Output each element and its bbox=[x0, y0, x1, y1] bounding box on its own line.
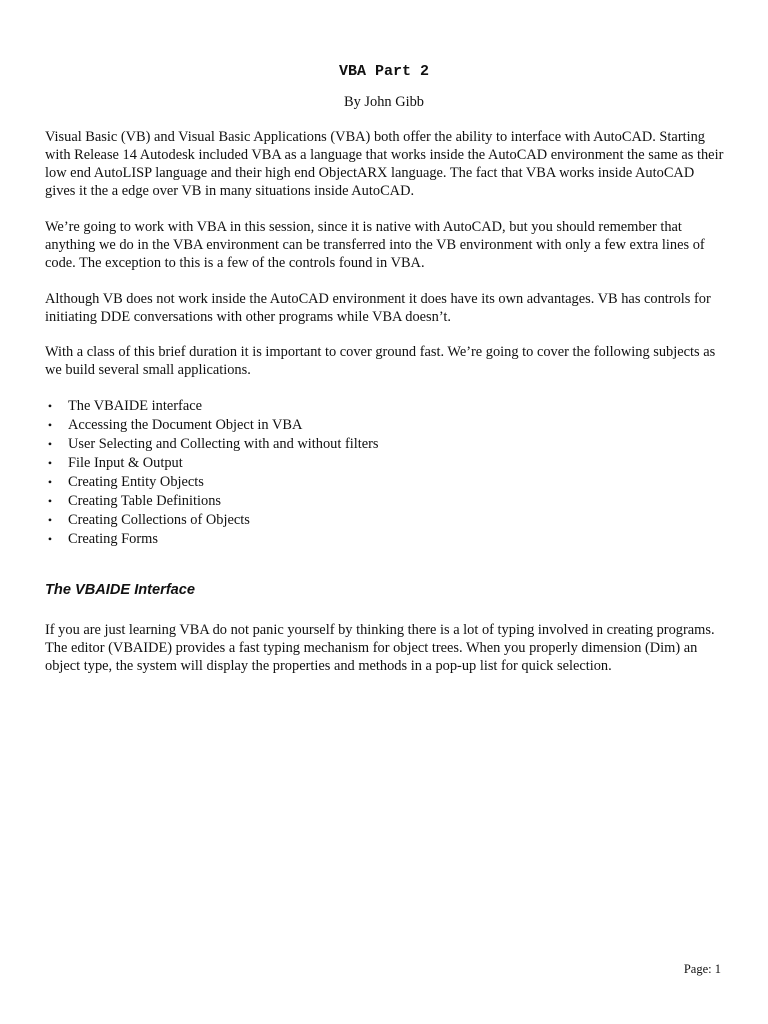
bullet-icon: • bbox=[47, 418, 53, 432]
paragraph-vbaide: If you are just learning VBA do not panic yourself by thinking there is a lot of typing involved in creating programs. The editor (VBAIDE) provides a fast typing mechanism for object trees. When you properly dimension (Dim) an object type, the system will display the properties and methods in a pop-up list for quick selection. bbox=[45, 622, 715, 674]
list-item bbox=[45, 511, 379, 530]
bullet-icon: • bbox=[47, 437, 53, 451]
subject-list bbox=[45, 397, 379, 549]
list-item-text: The VBAIDE interface bbox=[68, 398, 202, 414]
list-item-text: Creating Forms bbox=[68, 531, 158, 547]
list-item-text: Creating Collections of Objects bbox=[68, 512, 250, 528]
bullet-icon: • bbox=[47, 456, 53, 470]
paragraph-intro: Visual Basic (VB) and Visual Basic Applications (VBA) both offer the ability to interface with AutoCAD. Starting with Release 14 Autodesk included VBA as a language that works inside the AutoCAD environment the same as their low end AutoLISP language and their high end ObjectARX language. The fact that VBA works inside AutoCAD gives it the a edge over VB in many situations inside AutoCAD. bbox=[45, 129, 724, 199]
list-item bbox=[45, 530, 379, 549]
list-item-text: File Input & Output bbox=[68, 455, 183, 471]
paragraph-vba-session: We’re going to work with VBA in this session, since it is native with AutoCAD, but you should remember that anything we do in the VBA environment can be transferred into the VB environment with only a few extra lines of code. The exception to this is a few of the controls found in VBA. bbox=[45, 219, 705, 271]
document-title: VBA Part 2 bbox=[338, 63, 429, 80]
list-item bbox=[45, 454, 379, 473]
list-item bbox=[45, 492, 379, 511]
list-item bbox=[45, 435, 379, 454]
bullet-icon: • bbox=[47, 532, 53, 546]
paragraph-class-subjects: With a class of this brief duration it is important to cover ground fast. We’re going to cover the following subjects as we build several small applications. bbox=[45, 344, 716, 378]
section-heading: The VBAIDE Interface bbox=[45, 582, 196, 598]
page-number: Page: 1 bbox=[683, 962, 721, 976]
list-item-text: User Selecting and Collecting with and without filters bbox=[68, 436, 379, 452]
bullet-icon: • bbox=[47, 513, 53, 527]
list-item-text: Accessing the Document Object in VBA bbox=[68, 417, 303, 433]
list-item bbox=[45, 397, 379, 416]
list-item-text: Creating Entity Objects bbox=[68, 474, 204, 490]
list-item-text: Creating Table Definitions bbox=[68, 493, 221, 509]
bullet-icon: • bbox=[47, 494, 53, 508]
paragraph-vb-advantages: Although VB does not work inside the AutoCAD environment it does have its own advantages. VB has controls for initiating DDE conversations with other programs while VBA doesn’t. bbox=[45, 291, 711, 325]
bullet-icon: • bbox=[47, 399, 53, 413]
list-item bbox=[45, 416, 379, 435]
bullet-icon: • bbox=[47, 475, 53, 489]
list-item bbox=[45, 473, 379, 492]
document-author: By John Gibb bbox=[344, 94, 424, 110]
